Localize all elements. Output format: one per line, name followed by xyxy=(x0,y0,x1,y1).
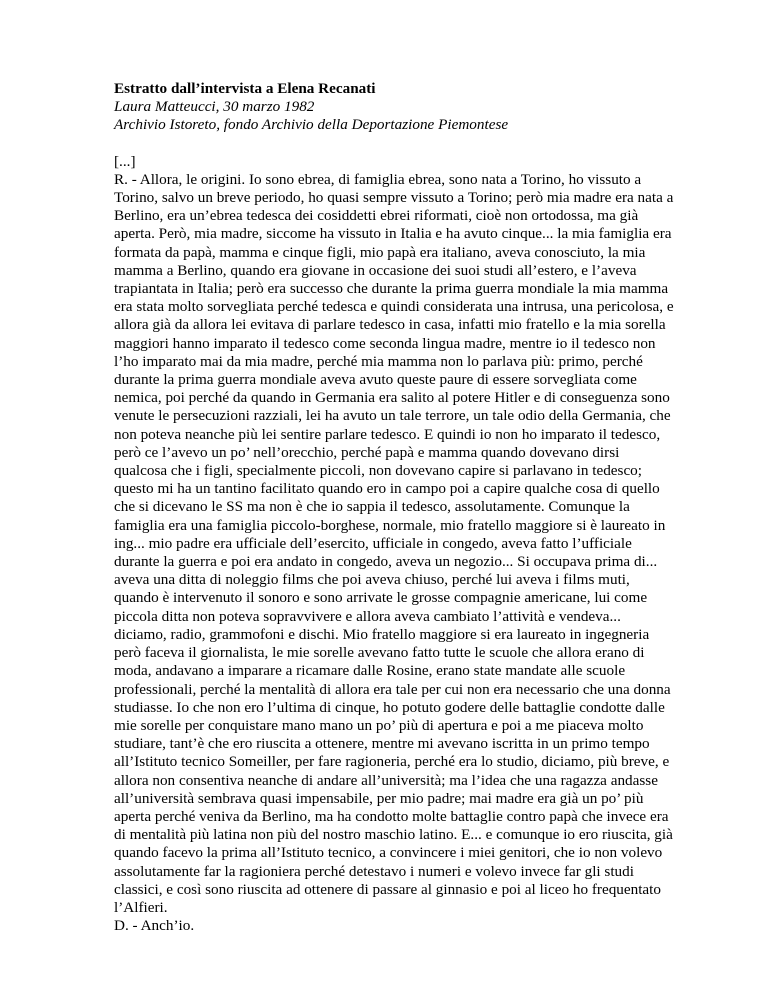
omission-marker: [...] xyxy=(114,152,136,170)
document-page xyxy=(114,80,674,935)
interviewer-date: Laura Matteucci, 30 marzo 1982 xyxy=(114,98,315,116)
document-header xyxy=(114,80,674,135)
question-paragraph: D. - Anch’io. xyxy=(114,917,195,935)
interview-body xyxy=(114,153,674,936)
document-title: Estratto dall’intervista a Elena Recanati xyxy=(114,80,376,97)
archive-reference: Archivio Istoreto, fondo Archivio della Deportazione Piemontese xyxy=(114,116,509,134)
response-paragraph: R. - Allora, le origini. Io sono ebrea, di famiglia ebrea, sono nata a Torino, ho vissuto a Torino, salvo un breve periodo, ho quasi sempre vissuto a Torino; però mia madre era nata a Berlino, era un’ebrea tedesca dei cosiddetti ebrei riformati, cioè non ortodossa, ma già aperta. Però, mia madre, siccome ha vissuto in Italia e ha avuto cinque... la mia famiglia era formata da papà, mamma e cinque figli, mio papà era italiano, aveva conosciuto, la mia mamma a Berlino, quando era giovane in occasione dei suoi studi all’estero, e l’aveva trapiantata in Italia; però era successo che durante la prima guerra mondiale la mia mamma era stata molto sorvegliata perché tedesca e quindi considerata una intrusa, una pericolosa, e allora già da allora lei evitava di parlare tedesco in casa, infatti mio fratello e la mia sorella maggiori hanno imparato il tedesco come seconda lingua madre, mentre io il tedesco non l’ho imparato mai da mia madre, perché mia mamma non lo parlava più: primo, perché durante la prima guerra mondiale aveva avuto queste paure di essere sorvegliata come nemica, poi perché da quando in Germania era salito al potere Hitler e di conseguenza sono venute le persecuzioni razziali, lei ha avuto un tale terrore, un tale odio della Germania, che non poteva neanche più lei sentire parlare tedesco. E quindi io non ho imparato il tedesco, però ce l’avevo un po’ nell’orecchio, perché papà e mamma quando dovevano dirsi qualcosa che i figli, specialmente piccoli, non dovevano capire si parlavano in tedesco; questo mi ha un tantino facilitato quando ero in campo poi a capire qualche cosa di quello che si dicevano le SS ma non è che io sappia il tedesco, assolutamente. Comunque la famiglia era una famiglia piccolo-borghese, normale, mio fratello maggiore si è laureato in ing... mio padre era ufficiale dell’esercito, ufficiale in congedo, aveva fatto l’ufficiale durante la guerra e poi era andato in congedo, aveva un negozio... Si occupava prima di... aveva una ditta di noleggio films che poi aveva chiuso, perché lui aveva i films muti, quando è intervenuto il sonoro e sono arrivate le grosse compagnie americane, lui come piccola ditta non poteva sopravvivere e allora aveva cambiato l’attività e vendeva... diciamo, radio, grammofoni e dischi. Mio fratello maggiore si era laureato in ingegneria però faceva il giornalista, le mie sorelle avevano fatto tutte le scuole che allora erano di moda, andavano a imparare a ricamare dalle Rosine, erano state mandate alle scuole professionali, perché la mentalità di allora era tale per cui non era necessario che una donna studiasse. Io che non ero l’ultima di cinque, ho potuto godere delle battaglie condotte dalle mie sorelle per conquistare mano mano un po’ più di apertura e poi a me piaceva molto studiare, tant’è che ero riuscita a ottenere, mentre mi avevano iscritta in un primo tempo all’Istituto tecnico Someiller, per fare ragioneria, perché era lo studio, diciamo, più breve, e allora non consentiva neanche di andare all’università; ma l’idea che una ragazza andasse all’università sembrava quasi impensabile, per mio padre; mai madre era già un po’ più aperta perché veniva da Berlino, ma ha condotto molte battaglie contro papà che invece era di mentalità più latina non più del nostro maschio latino. E... e comunque io ero riuscita, già quando facevo la prima all’Istituto tecnico, a convincere i miei genitori, che io non volevo assolutamente far la ragioniera perché detestavo i numeri e volevo invece far gli studi classici, e così sono riuscita ad ottenere di passare al ginnasio e poi al liceo ho frequentato l’Alfieri. xyxy=(114,170,674,916)
